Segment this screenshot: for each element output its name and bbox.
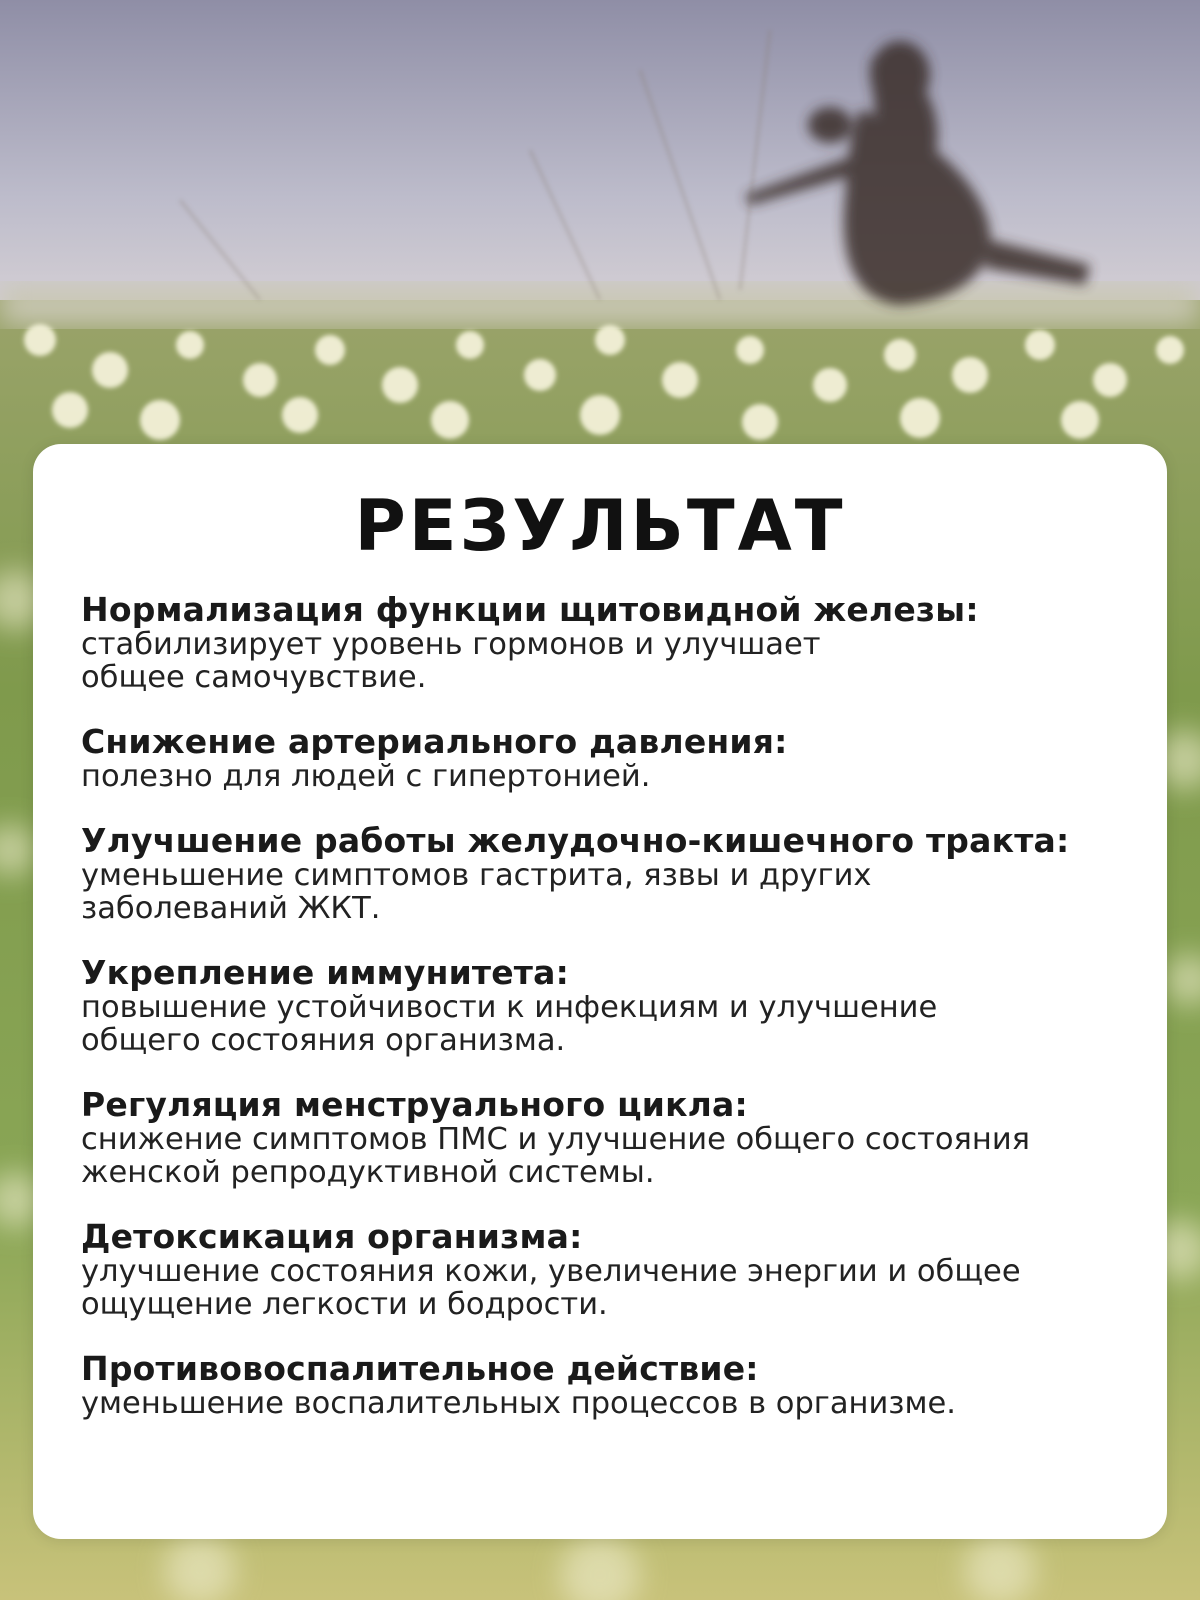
benefit-description-line: общее самочувствие.	[81, 660, 427, 695]
benefit-heading: Противовоспалительное действие:	[81, 1349, 759, 1388]
benefit-item	[81, 1219, 1119, 1321]
benefit-heading: Улучшение работы желудочно-кишечного тракта:	[81, 821, 1070, 860]
benefit-description-line: женской репродуктивной системы.	[81, 1155, 655, 1190]
benefit-item	[81, 823, 1119, 925]
benefit-heading: Регуляция менструального цикла:	[81, 1085, 748, 1124]
benefit-description	[81, 760, 1119, 793]
benefit-item	[81, 724, 1119, 793]
benefit-description	[81, 1387, 1119, 1420]
benefit-item	[81, 1351, 1119, 1420]
benefit-description-line: заболеваний ЖКТ.	[81, 891, 381, 926]
benefit-description	[81, 991, 1119, 1057]
benefit-description-line: уменьшение воспалительных процессов в организме.	[81, 1386, 956, 1421]
benefit-item	[81, 955, 1119, 1057]
benefit-heading: Укрепление иммунитета:	[81, 953, 569, 992]
results-card	[33, 444, 1167, 1539]
benefit-heading: Детоксикация организма:	[81, 1217, 583, 1256]
benefit-heading: Нормализация функции щитовидной железы:	[81, 590, 979, 629]
benefit-description-line: улучшение состояния кожи, увеличение энергии и общее	[81, 1254, 1021, 1289]
benefit-description-line: ощущение легкости и бодрости.	[81, 1287, 608, 1322]
card-title: РЕЗУЛЬТАТ	[354, 485, 846, 567]
benefits-list	[81, 592, 1119, 1420]
benefit-description-line: общего состояния организма.	[81, 1023, 566, 1058]
benefit-item	[81, 592, 1119, 694]
benefit-description	[81, 1255, 1119, 1321]
benefit-description-line: повышение устойчивости к инфекциям и улучшение	[81, 990, 938, 1025]
benefit-description	[81, 1123, 1119, 1189]
benefit-description	[81, 628, 1119, 694]
benefit-description-line: уменьшение симптомов гастрита, язвы и других	[81, 858, 872, 893]
benefit-heading: Снижение артериального давления:	[81, 722, 788, 761]
benefit-item	[81, 1087, 1119, 1189]
benefit-description-line: полезно для людей с гипертонией.	[81, 759, 651, 794]
benefit-description-line: снижение симптомов ПМС и улучшение общего состояния	[81, 1122, 1030, 1157]
benefit-description-line: стабилизирует уровень гормонов и улучшает	[81, 627, 821, 662]
benefit-description	[81, 859, 1119, 925]
